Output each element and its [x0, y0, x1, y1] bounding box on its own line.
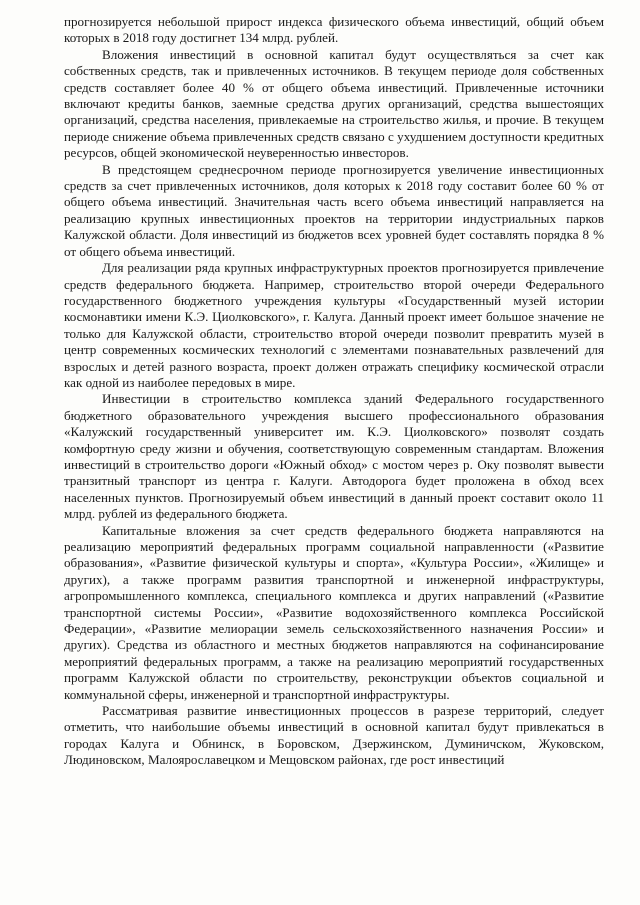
paragraph-6: Капитальные вложения за счет средств федерального бюджета направляются на реализацию мероприятий федеральных программ социальной направленности («Развитие образования», «Развитие физической культуры и спорта», «Культура России», «Жилище» и других), а также программ развития транспортной и инженерной инфраструктуры, агропромышленного комплекса, специального комплекса и других направлений («Развитие транспортной системы России», «Развитие водохозяйственного комплекса Российской Федерации», «Развитие мелиорации земель сельскохозяйственного назначения России» и других). Средства из областного и местных бюджетов направляются на софинансирование мероприятий федеральных программ, а также на реализацию мероприятий государственных программ Калужской области по строительству, реконструкции объектов социальной и коммунальной сферы, инженерной и транспортной инфраструктуры. — [64, 522, 604, 702]
paragraph-2: Вложения инвестиций в основной капитал будут осуществляться за счет как собственных средств, так и привлеченных источников. В текущем периоде доля собственных средств составляет более 40 % от общего объема инвестиций. Привлеченные источники включают кредиты банков, заемные средства других организаций, средства вышестоящих организаций, средства населения, привлекаемые на строительство жилья, и прочие. В текущем периоде снижение объема привлеченных средств связано с ухудшением доступности кредитных ресурсов, общей экономической неуверенностью инвесторов. — [64, 46, 604, 161]
paragraph-3: В предстоящем среднесрочном периоде прогнозируется увеличение инвестиционных средств за счет привлеченных источников, доля которых к 2018 году составит более 60 % от общего объема инвестиций. Значительная часть всего объема инвестиций направляется на реализацию крупных инвестиционных проектов на территории индустриальных парков Калужской области. Доля инвестиций из бюджетов всех уровней будет составлять порядка 8 % от общего объема инвестиций. — [64, 161, 604, 259]
paragraph-5: Инвестиции в строительство комплекса зданий Федерального государственного бюджетного образовательного учреждения высшего профессионального образования «Калужский государственный университет им. К.Э. Циолковского» позволят создать комфортную среду жизни и обучения, соответствующую современным стандартам. Вложения инвестиций в строительство дороги «Южный обход» с мостом через р. Оку позволят вывести транзитный транспорт из центра г. Калуги. Автодорога будет проложена в обход всех населенных пунктов. Прогнозируемый объем инвестиций в данный проект составит около 11 млрд. рублей из федерального бюджета. — [64, 391, 604, 522]
paragraph-7: Рассматривая развитие инвестиционных процессов в разрезе территорий, следует отметить, что наибольшие объемы инвестиций в основной капитал будут привлекаться в городах Калуга и Обнинск, в Боровском, Дзержинском, Думиничском, Жуковском, Людиновском, Малоярославецком и Мещовском районах, где рост инвестиций — [64, 703, 604, 768]
paragraph-4: Для реализации ряда крупных инфраструктурных проектов прогнозируется привлечение средств федерального бюджета. Например, строительство второй очереди Федерального государственного бюджетного учреждения культуры «Государственный музей истории космонавтики имени К.Э. Циолковского», г. Калуга. Данный проект имеет большое значение не только для Калужской области, строительство второй очереди позволит превратить музей в центр современных космических технологий с элементами познавательных развлечений для взрослых и детей разного возраста, проект должен отражать специфику космической отрасли как одной из наиболее передовых в мире. — [64, 260, 604, 390]
paragraph-1: прогнозируется небольшой прирост индекса физического объема инвестиций, общий объем которых в 2018 году достигнет 134 млрд. рублей. — [64, 14, 604, 46]
